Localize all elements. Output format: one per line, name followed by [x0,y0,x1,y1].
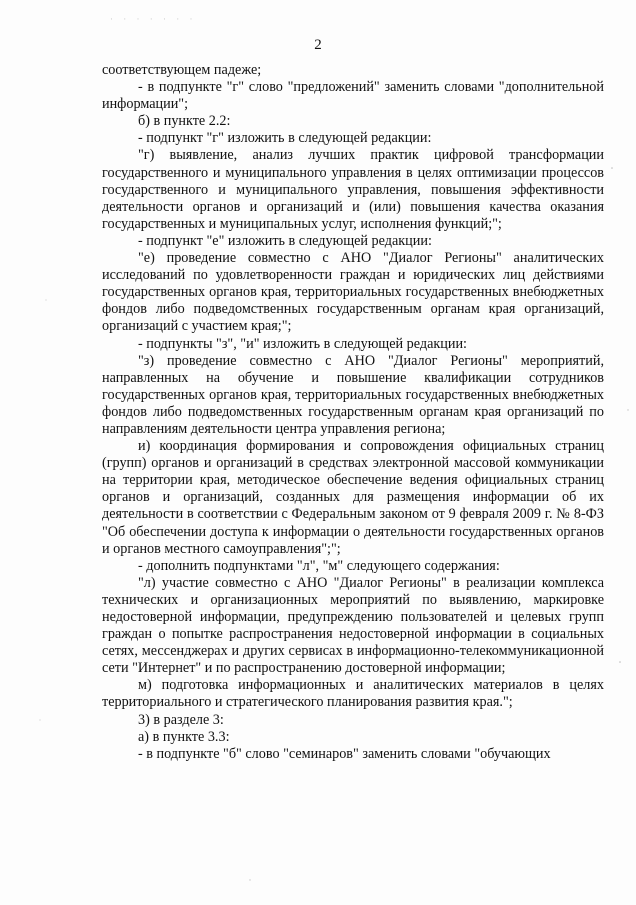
paragraph: соответствующем падеже; [102,62,262,78]
paragraph: "г) выявление, анализ лучших практик цифровой трансформации государственного и муниципального управления в целях оптимизации процессов государственного и муниципального управления, повышения эффективности деятельности органов и организаций и (или) повышения качества оказания государственных и муниципальных услуг, исполнения функций;"; [102,147,604,232]
paragraph: а) в пункте 3.3: [138,728,230,745]
paragraph: - в подпункте "г" слово "предложений" заменить словами "дополнительной информации"; [102,79,604,113]
paragraph: - подпункт "е" изложить в следующей редакции: [138,232,432,249]
paragraph: "л) участие совместно с АНО "Диалог Регионы" в реализации комплекса технических и организационных мероприятий по выявлению, маркировке недостоверной информации, предупреждению пользователей и целевых групп граждан о попытке распространения недостоверной информации в социальных сетях, мессенджерах и других сервисах в информационно-телекоммуникационной сети "Интернет" и по распространению достоверной информации; [102,574,604,677]
paragraph: 3) в разделе 3: [138,711,224,728]
paragraph: - в подпункте "б" слово "семинаров" заменить словами "обучающих [138,745,551,762]
paragraph: - подпункты "з", "и" изложить в следующей редакции: [138,335,467,352]
page-number: 2 [314,37,322,53]
paragraph: - дополнить подпунктами "л", "м" следующего содержания: [138,557,500,574]
scan-noise: · · · · · · · [110,14,197,24]
paragraph: б) в пункте 2.2: [138,113,231,130]
paragraph: м) подготовка информационных и аналитических материалов в целях территориального и стратегического планирования развития края."; [102,677,604,711]
paragraph: и) координация формирования и сопровождения официальных страниц (групп) органов и организаций в средствах электронной массовой коммуникации на территории края, методическое обеспечение ведения официальных страниц органов и организаций, созданных для размещения информации об их деятельности в соответствии с Федеральным законом от 9 февраля 2009 г. № 8-ФЗ "Об обеспечении доступа к информации о деятельности государственных органов и органов местного самоуправления";"; [102,438,604,557]
paragraph: - подпункт "г" изложить в следующей редакции: [138,130,432,147]
paragraph: "з) проведение совместно с АНО "Диалог Регионы" мероприятий, направленных на обучение и повышение квалификации сотрудников государственных органов края, территориальных государственных внебюджетных фондов либо подведомственных государственным органам края организаций по направлениям деятельности центра управления региона; [102,352,604,437]
paragraph: "е) проведение совместно с АНО "Диалог Регионы" аналитических исследований по удовлетворенности граждан и юридических лиц действиями государственных органов края, территориальных государственных внебюджетных фондов либо подведомственных государственным органам края организаций, организаций с участием края;"; [102,250,604,335]
